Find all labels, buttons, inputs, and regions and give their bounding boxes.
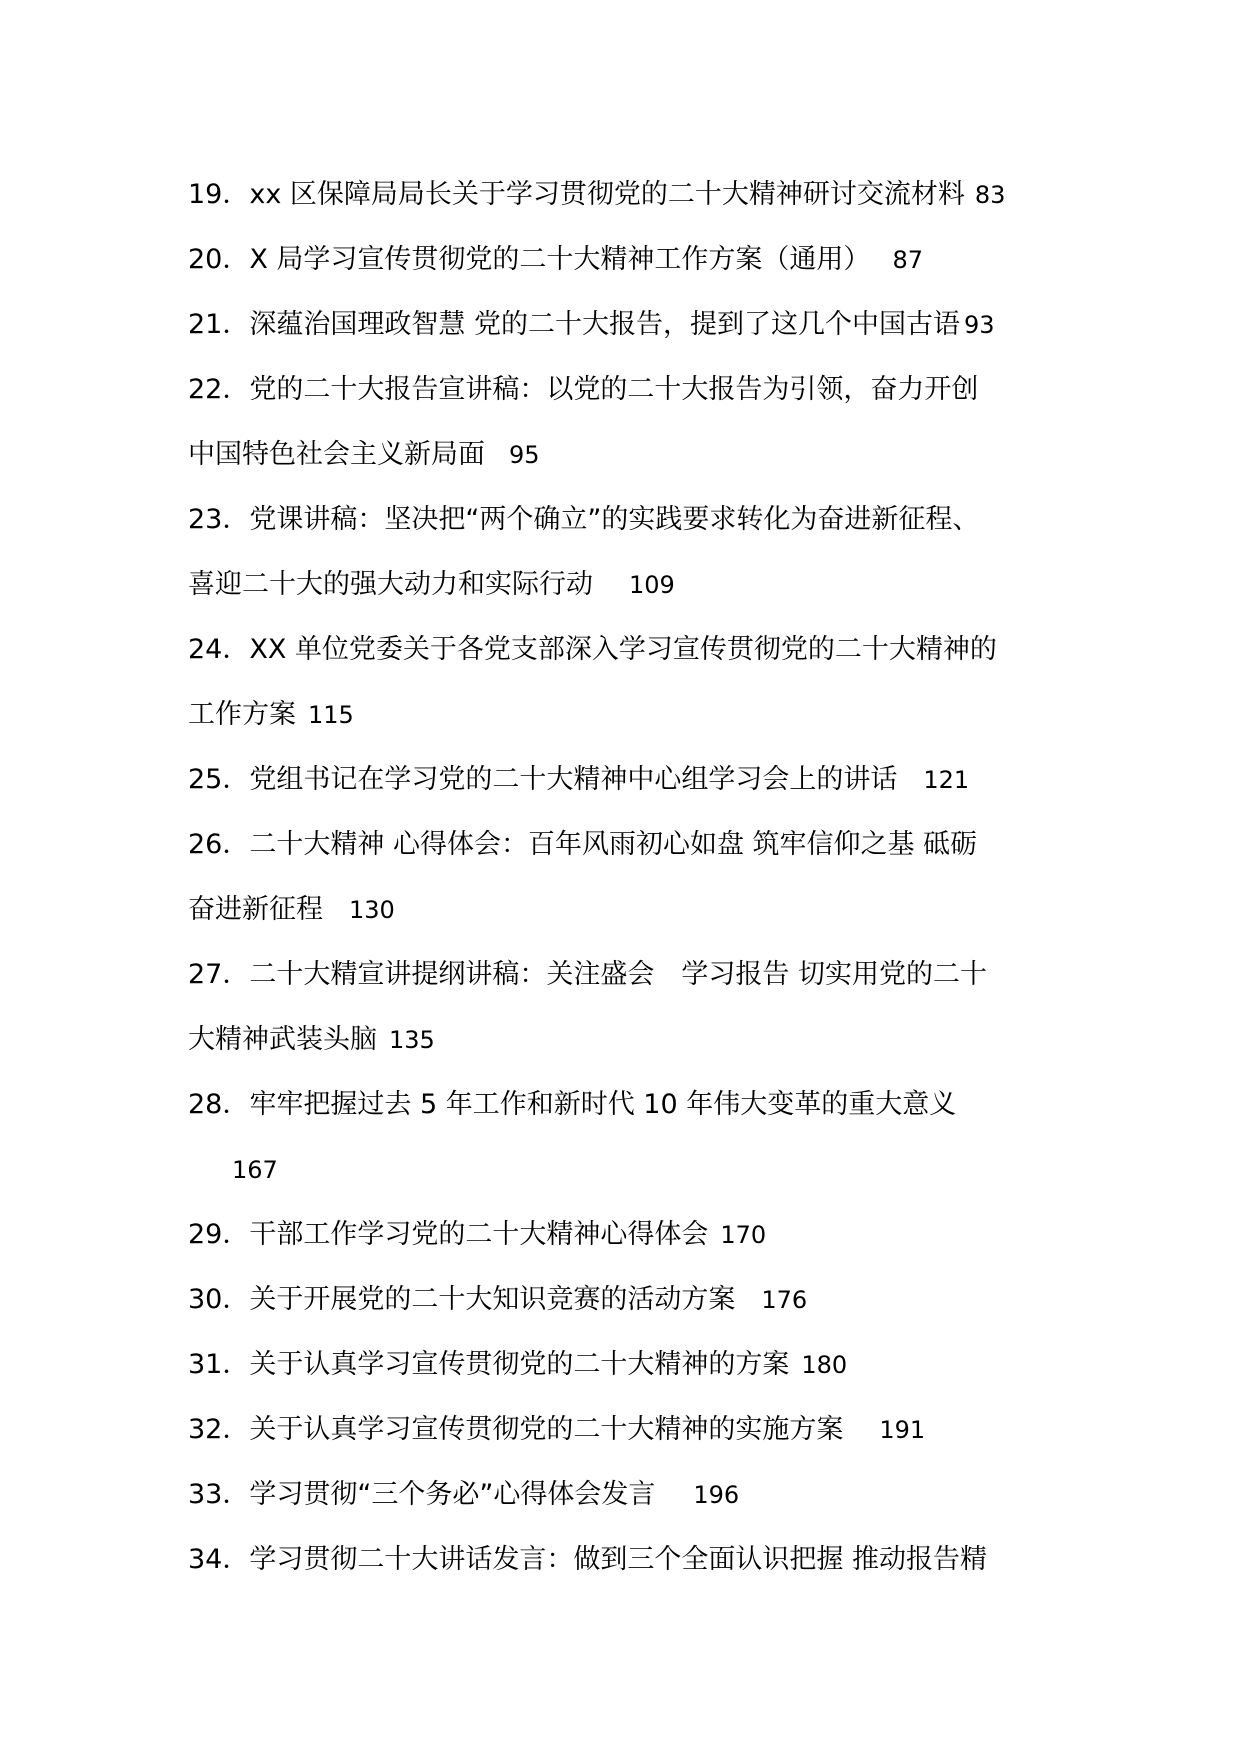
toc-entry-title: 26．二十大精神 心得体会：百年风雨初心如盘 筑牢信仰之基 砥砺 xyxy=(188,829,978,860)
toc-page-number: 170 xyxy=(720,1221,767,1249)
toc-entry-title: 28．牢牢把握过去 5 年工作和新时代 10 年伟大变革的重大意义 xyxy=(188,1089,957,1120)
toc-entry-title: 32．关于认真学习宣传贯彻党的二十大精神的实施方案 xyxy=(188,1414,844,1445)
toc-page-number: 93 xyxy=(963,311,995,339)
toc-entry-title: 大精神武装头脑 xyxy=(188,1024,377,1055)
toc-entry-title: 31．关于认真学习宣传贯彻党的二十大精神的方案 xyxy=(188,1349,790,1380)
toc-entry-line xyxy=(188,1072,1088,1137)
toc-entry-line xyxy=(188,162,1088,227)
toc-page-number: 196 xyxy=(693,1481,740,1509)
toc-entry-line xyxy=(188,877,1088,942)
toc-entry-title: 喜迎二十大的强大动力和实际行动 xyxy=(188,569,593,600)
toc-entry-title: 24．XX 单位党委关于各党支部深入学习宣传贯彻党的二十大精神的 xyxy=(188,634,997,665)
toc-entry-line xyxy=(188,292,1088,357)
toc-entry-line xyxy=(188,1527,1088,1592)
toc-entry-title: 34．学习贯彻二十大讲话发言：做到三个全面认识把握 推动报告精 xyxy=(188,1544,987,1575)
toc-entry-title: 30．关于开展党的二十大知识竞赛的活动方案 xyxy=(188,1284,736,1315)
toc-entry-title: 27．二十大精宣讲提纲讲稿：关注盛会 学习报告 切实用党的二十 xyxy=(188,959,987,990)
toc-entry-line xyxy=(188,942,1088,1007)
toc-entry-line xyxy=(188,357,1088,422)
toc-page-number: 135 xyxy=(389,1026,435,1054)
toc-entry-line xyxy=(188,552,1088,617)
toc-entry-line xyxy=(188,682,1088,747)
toc-entry-title: 29．干部工作学习党的二十大精神心得体会 xyxy=(188,1219,709,1250)
toc-entry-line xyxy=(188,1267,1088,1332)
table-of-contents xyxy=(188,162,1088,1592)
toc-page-number: 176 xyxy=(761,1286,808,1314)
toc-entry-title: 19．xx 区保障局局长关于学习贯彻党的二十大精神研讨交流材料 xyxy=(188,179,965,210)
toc-entry-line xyxy=(188,1332,1088,1397)
toc-entry-line xyxy=(188,1007,1088,1072)
toc-entry-title: 工作方案 xyxy=(188,699,296,730)
toc-page-number: 121 xyxy=(923,766,970,794)
toc-entry-title: 20．X 局学习宣传贯彻党的二十大精神工作方案（通用） xyxy=(188,244,871,275)
toc-page-number: 115 xyxy=(308,701,354,729)
toc-page-number: 87 xyxy=(892,246,923,274)
toc-page-number: 83 xyxy=(974,181,1006,209)
toc-entry-line xyxy=(188,1462,1088,1527)
toc-entry-line xyxy=(188,747,1088,812)
toc-page-number: 167 xyxy=(232,1156,278,1184)
toc-page-number: 191 xyxy=(879,1416,926,1444)
toc-entry-line xyxy=(188,812,1088,877)
toc-entry-line xyxy=(188,487,1088,552)
toc-page-number: 180 xyxy=(801,1351,848,1379)
toc-entry-title: 25．党组书记在学习党的二十大精神中心组学习会上的讲话 xyxy=(188,764,898,795)
toc-entry-title: 22．党的二十大报告宣讲稿：以党的二十大报告为引领，奋力开创 xyxy=(188,374,979,405)
toc-entry-line xyxy=(188,1137,1088,1202)
toc-entry-title: 33．学习贯彻“三个务必”心得体会发言 xyxy=(188,1479,656,1510)
toc-entry-title: 中国特色社会主义新局面 xyxy=(188,439,485,470)
toc-page-number: 130 xyxy=(349,896,395,924)
toc-entry-line xyxy=(188,617,1088,682)
toc-entry-line xyxy=(188,422,1088,487)
toc-entry-title: 奋进新征程 xyxy=(188,894,323,925)
toc-entry-title: 21．深蕴治国理政智慧 党的二十大报告，提到了这几个中国古语 xyxy=(188,309,960,340)
toc-page-number: 95 xyxy=(509,441,540,469)
toc-entry-title: 23．党课讲稿：坚决把“两个确立”的实践要求转化为奋进新征程、 xyxy=(188,504,980,535)
toc-page-number: 109 xyxy=(629,571,675,599)
toc-entry-line xyxy=(188,227,1088,292)
toc-entry-line xyxy=(188,1202,1088,1267)
toc-entry-line xyxy=(188,1397,1088,1462)
